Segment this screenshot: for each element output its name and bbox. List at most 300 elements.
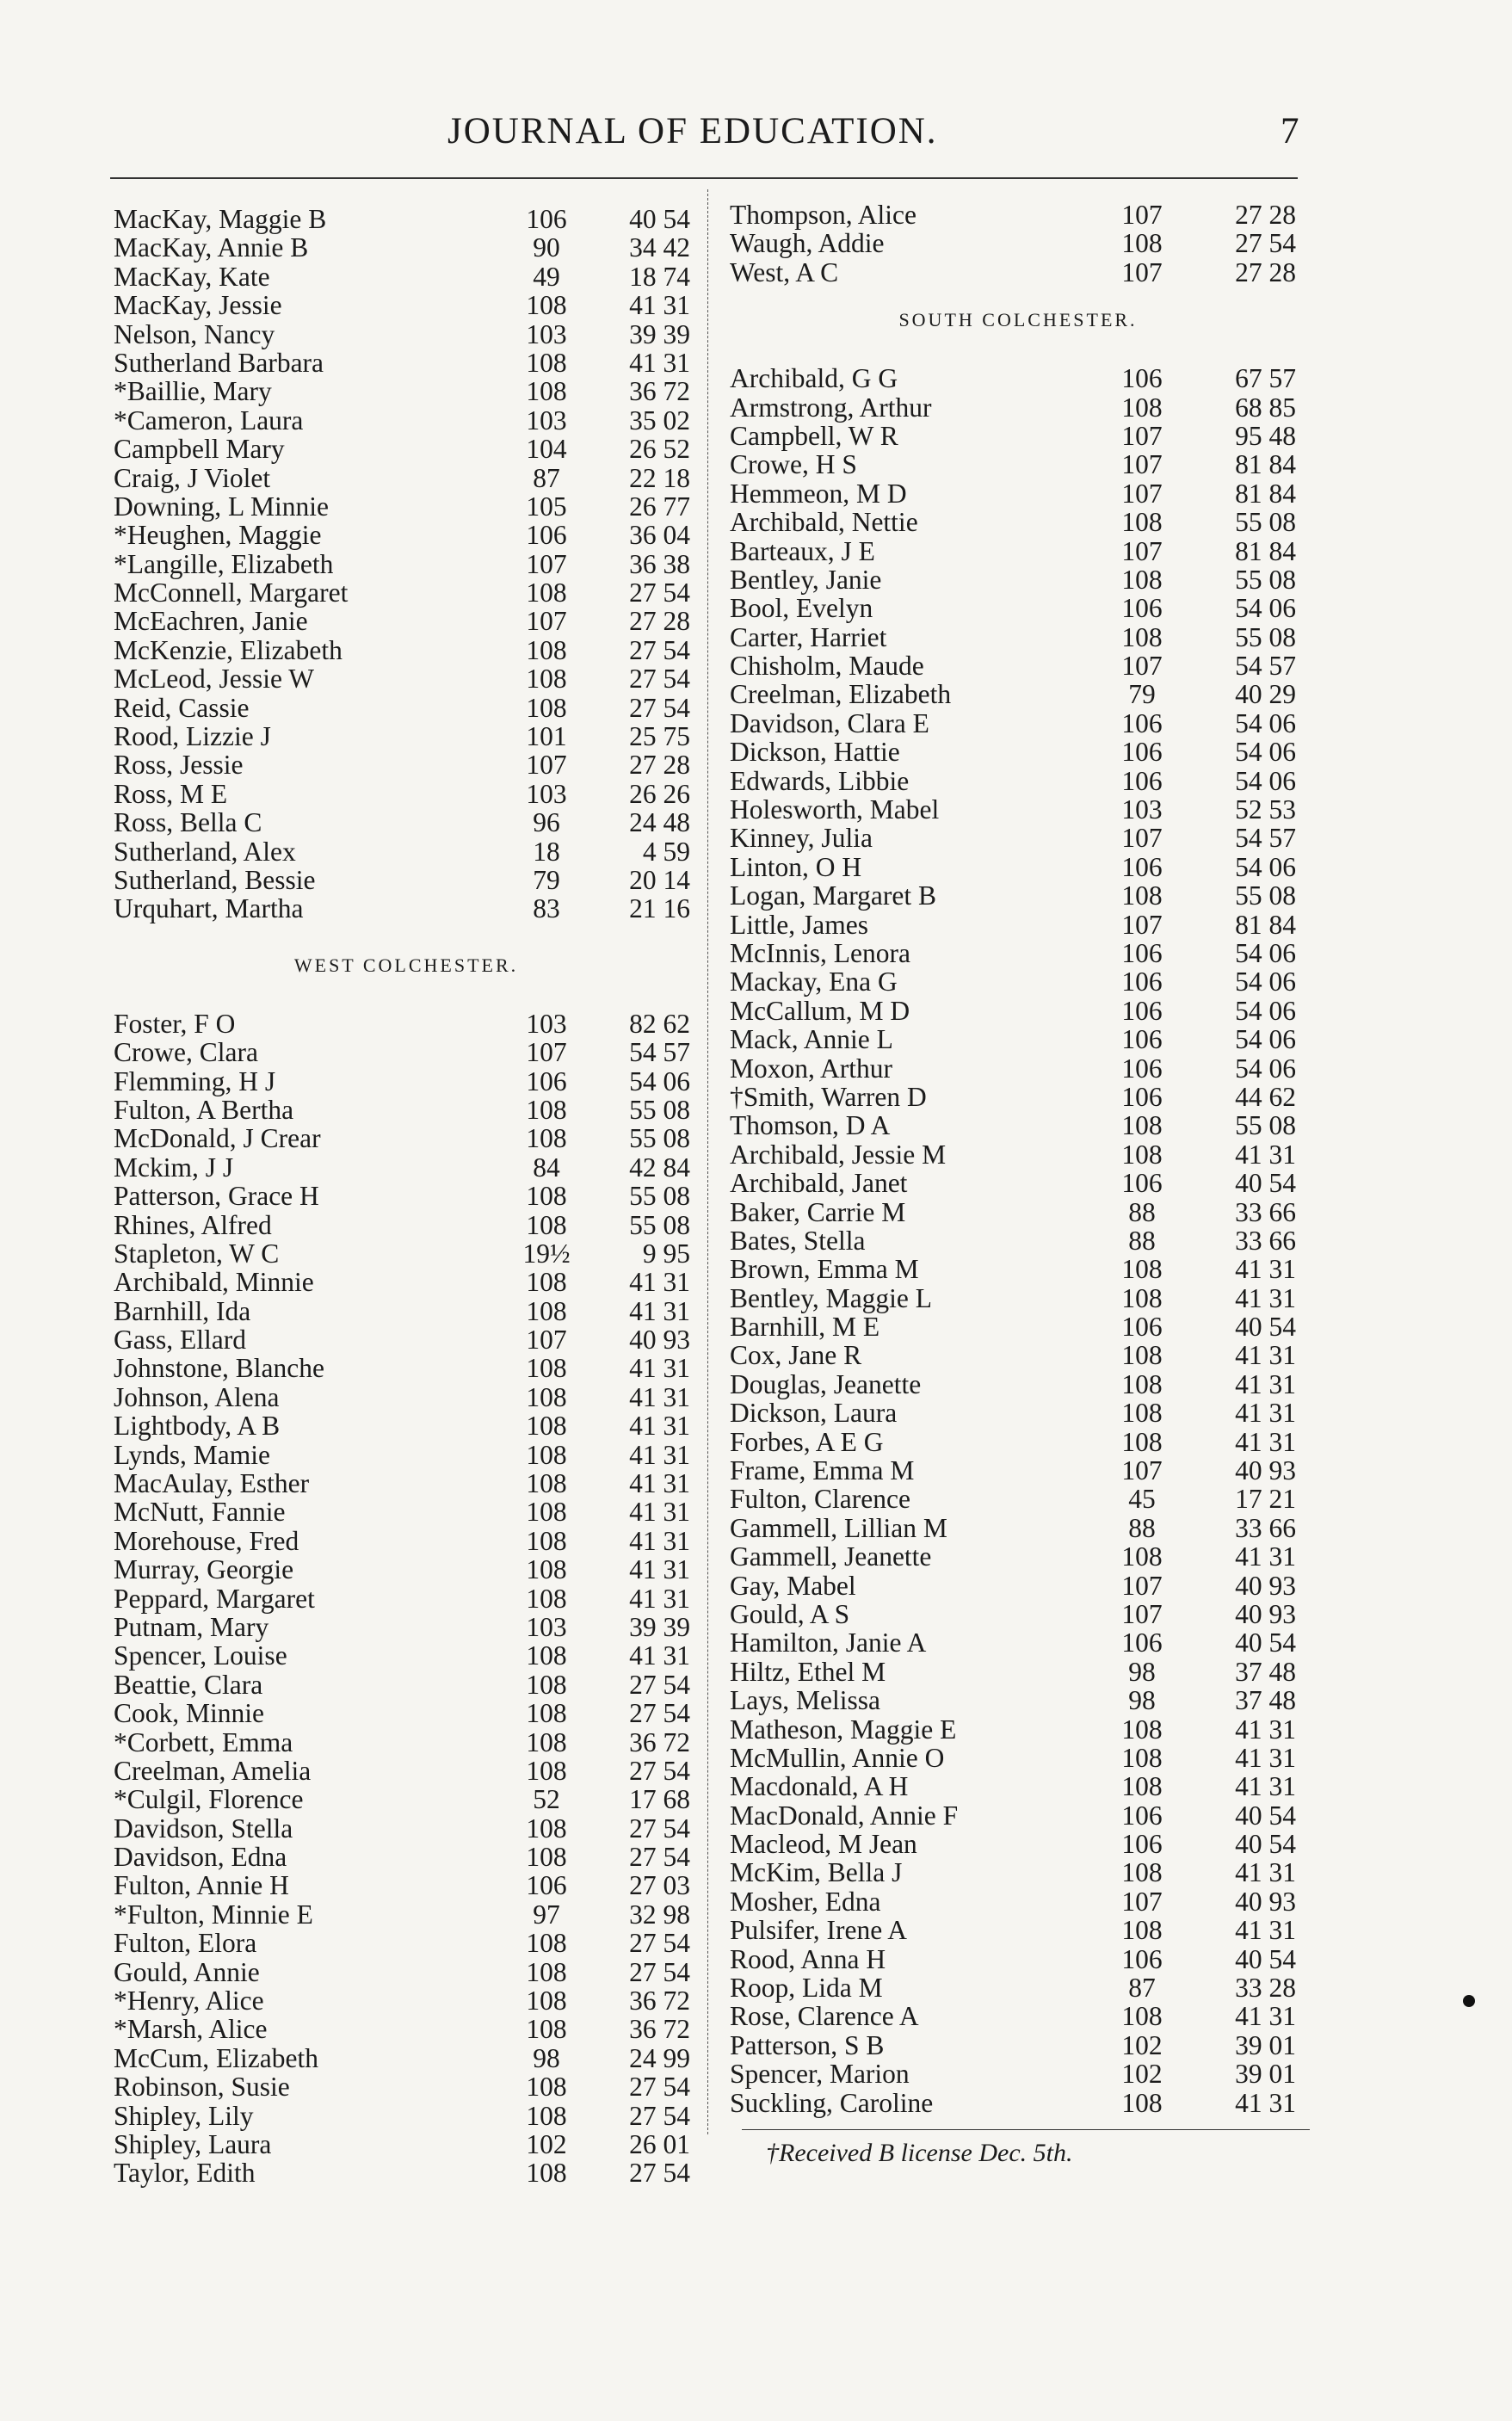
pupil-name: McInnis, Lenora — [730, 937, 910, 968]
days-attended: 107 — [1121, 200, 1163, 230]
table-row — [114, 2130, 699, 2159]
table-row — [730, 2060, 1306, 2088]
amount: 26 77 — [629, 491, 690, 522]
days-attended: 52 — [533, 1784, 560, 1815]
pupil-name: Rood, Anna H — [730, 1943, 886, 1974]
table-row — [114, 1699, 699, 1727]
amount: 26 01 — [629, 2129, 690, 2159]
amount: 17 68 — [629, 1784, 690, 1815]
pupil-name: Rood, Lizzie J — [114, 721, 271, 752]
days-attended: 108 — [526, 1123, 567, 1154]
pupil-name: Archibald, Nettie — [730, 507, 918, 538]
table-row — [114, 2159, 699, 2187]
amount: 41 31 — [1235, 1340, 1296, 1371]
days-attended: 98 — [533, 2042, 560, 2073]
amount: 41 31 — [629, 1295, 690, 1326]
days-attended: 108 — [526, 692, 567, 723]
days-attended: 108 — [1121, 1426, 1163, 1457]
pupil-name: Waugh, Addie — [730, 228, 885, 259]
days-attended: 102 — [1121, 2059, 1163, 2090]
amount: 41 31 — [1235, 1742, 1296, 1773]
table-row — [730, 1858, 1306, 1887]
amount: 95 48 — [1235, 420, 1296, 451]
table-row — [114, 1555, 699, 1584]
table-row — [730, 1140, 1306, 1169]
amount: 55 08 — [1235, 1110, 1296, 1141]
table-row — [730, 1083, 1306, 1111]
amount: 27 54 — [629, 634, 690, 665]
pupil-name: Logan, Margaret B — [730, 880, 936, 911]
amount: 40 93 — [1235, 1886, 1296, 1917]
amount: 55 08 — [1235, 880, 1296, 911]
days-attended: 108 — [1121, 1110, 1163, 1141]
pupil-name: Fulton, Annie H — [114, 1870, 289, 1901]
pupil-name: McKim, Bella J — [730, 1857, 903, 1888]
days-attended: 87 — [1128, 1973, 1156, 2004]
days-attended: 106 — [1121, 1627, 1163, 1658]
amount: 41 31 — [1235, 1857, 1296, 1888]
table-row — [114, 1297, 699, 1325]
section-heading-south — [730, 287, 1306, 364]
days-attended: 103 — [526, 405, 567, 435]
pupil-name: *Corbett, Emma — [114, 1726, 293, 1757]
table-row — [730, 1255, 1306, 1283]
pupil-name: Edwards, Libbie — [730, 765, 910, 796]
table-row — [730, 422, 1306, 450]
pupil-name: McMullin, Annie O — [730, 1742, 945, 1773]
amount: 33 66 — [1235, 1225, 1296, 1256]
pupil-name: McConnell, Margaret — [114, 577, 349, 608]
amount: 18 74 — [629, 261, 690, 292]
table-row — [114, 1067, 699, 1096]
days-attended: 97 — [533, 1899, 560, 1930]
days-attended: 108 — [526, 1554, 567, 1585]
table-row — [114, 1268, 699, 1296]
pupil-name: Bates, Stella — [730, 1225, 866, 1256]
amount: 40 93 — [1235, 1570, 1296, 1601]
days-attended: 108 — [526, 1842, 567, 1873]
amount: 54 06 — [1235, 737, 1296, 768]
table-row — [730, 450, 1306, 479]
footnote-rule — [742, 2129, 1310, 2130]
table-row — [114, 607, 699, 635]
pupil-name: Robinson, Susie — [114, 2072, 290, 2103]
pupil-name: Murray, Georgie — [114, 1554, 294, 1585]
amount: 54 06 — [1235, 765, 1296, 796]
pupil-name: *Marsh, Alice — [114, 2014, 268, 2045]
days-attended: 106 — [1121, 851, 1163, 882]
days-attended: 106 — [1121, 995, 1163, 1026]
table-row — [730, 1456, 1306, 1485]
days-attended: 107 — [526, 750, 567, 781]
amount: 41 31 — [629, 1411, 690, 1442]
amount: 40 54 — [1235, 1168, 1296, 1199]
days-attended: 107 — [1121, 256, 1163, 287]
pupil-name: Lynds, Mamie — [114, 1439, 270, 1470]
table-row — [114, 435, 699, 463]
pupil-name: Spencer, Marion — [730, 2059, 910, 2090]
pupil-name: Forbes, A E G — [730, 1426, 884, 1457]
table-row — [114, 1929, 699, 1957]
table-row — [114, 1871, 699, 1899]
pupil-name: Lightbody, A B — [114, 1411, 281, 1442]
pupil-name: Moxon, Arthur — [730, 1053, 892, 1084]
table-row — [114, 1239, 699, 1268]
days-attended: 107 — [1121, 449, 1163, 480]
pupil-name: MacKay, Kate — [114, 261, 270, 292]
table-row — [114, 492, 699, 521]
table-row — [114, 1498, 699, 1526]
days-attended: 107 — [1121, 651, 1163, 682]
pupil-name: Spencer, Louise — [114, 1640, 287, 1671]
pupil-name: *Fulton, Minnie E — [114, 1899, 313, 1930]
pupil-name: Mckim, J J — [114, 1152, 234, 1183]
amount: 35 02 — [629, 405, 690, 435]
table-row — [114, 1325, 699, 1354]
table-row — [730, 824, 1306, 852]
pupil-name: Linton, O H — [730, 851, 862, 882]
table-row — [730, 537, 1306, 565]
pupil-name: Fulton, Elora — [114, 1928, 257, 1959]
table-row — [114, 521, 699, 549]
pupil-name: *Henry, Alice — [114, 1986, 264, 2016]
amount: 39 01 — [1235, 2029, 1296, 2060]
amount: 41 31 — [1235, 1368, 1296, 1399]
days-attended: 108 — [526, 1353, 567, 1384]
amount: 41 31 — [1235, 1398, 1296, 1429]
amount: 39 39 — [629, 318, 690, 349]
table-row — [114, 894, 699, 923]
table-row — [114, 2072, 699, 2101]
amount: 22 18 — [629, 462, 690, 493]
pupil-name: McCallum, M D — [730, 995, 910, 1026]
pupil-name: Davidson, Clara E — [730, 707, 929, 738]
table-row — [730, 364, 1306, 392]
pupil-name: McCum, Elizabeth — [114, 2042, 318, 2073]
margin-dot — [1463, 1995, 1475, 2007]
pupil-name: Nelson, Nancy — [114, 318, 275, 349]
pupil-name: Patterson, Grace H — [114, 1181, 319, 1212]
table-row — [114, 320, 699, 349]
table-row — [730, 1887, 1306, 1916]
amount: 41 31 — [629, 1468, 690, 1499]
pupil-name: McEachren, Janie — [114, 606, 308, 637]
table-row — [114, 1757, 699, 1785]
table-row — [114, 2102, 699, 2130]
days-attended: 103 — [526, 318, 567, 349]
days-attended: 106 — [1121, 1829, 1163, 1860]
pupil-name: Shipley, Laura — [114, 2129, 272, 2159]
pupil-name: Patterson, S B — [730, 2029, 885, 2060]
pupil-name: Rhines, Alfred — [114, 1209, 272, 1240]
table-row — [730, 911, 1306, 939]
days-attended: 106 — [1121, 593, 1163, 624]
amount: 41 31 — [629, 1381, 690, 1412]
table-row — [114, 464, 699, 492]
amount: 41 31 — [1235, 1714, 1296, 1745]
table-row — [114, 1728, 699, 1757]
table-row — [730, 508, 1306, 536]
pupil-name: Cox, Jane R — [730, 1340, 862, 1371]
days-attended: 108 — [1121, 1714, 1163, 1745]
days-attended: 106 — [1121, 967, 1163, 997]
days-attended: 108 — [1121, 2001, 1163, 2032]
right-list-section-2 — [730, 364, 1306, 2117]
days-attended: 108 — [1121, 1398, 1163, 1429]
table-row — [114, 1153, 699, 1182]
table-row — [730, 594, 1306, 622]
days-attended: 108 — [526, 577, 567, 608]
amount: 81 84 — [1235, 478, 1296, 509]
amount: 55 08 — [1235, 621, 1296, 652]
table-row — [730, 1341, 1306, 1369]
days-attended: 108 — [526, 1468, 567, 1499]
amount: 41 31 — [1235, 1771, 1296, 1802]
table-row — [114, 750, 699, 779]
pupil-name: Sutherland Barbara — [114, 347, 324, 378]
days-attended: 106 — [1121, 1943, 1163, 1974]
days-attended: 98 — [1128, 1656, 1156, 1687]
amount: 54 06 — [1235, 593, 1296, 624]
pupil-name: Creelman, Amelia — [114, 1755, 312, 1786]
amount: 27 54 — [629, 2100, 690, 2131]
table-row — [114, 550, 699, 578]
table-row — [114, 780, 699, 808]
days-attended: 103 — [526, 778, 567, 809]
days-attended: 107 — [1121, 1570, 1163, 1601]
pupil-name: Dickson, Laura — [730, 1398, 898, 1429]
amount: 41 31 — [629, 1353, 690, 1384]
pupil-name: Archibald, Jessie M — [730, 1139, 947, 1170]
table-row — [730, 1830, 1306, 1858]
table-row — [114, 866, 699, 894]
left-column — [114, 205, 699, 2188]
amount: 36 38 — [629, 548, 690, 579]
days-attended: 107 — [1121, 1598, 1163, 1629]
days-attended: 108 — [526, 2014, 567, 2045]
amount: 40 54 — [1235, 1943, 1296, 1974]
amount: 27 54 — [629, 1842, 690, 1873]
days-attended: 108 — [526, 1525, 567, 1556]
table-row — [114, 1527, 699, 1555]
pupil-name: Thompson, Alice — [730, 200, 916, 230]
days-attended: 106 — [1121, 1081, 1163, 1112]
amount: 54 57 — [629, 1037, 690, 1068]
table-row — [114, 1383, 699, 1411]
table-row — [114, 1010, 699, 1038]
pupil-name: McLeod, Jessie W — [114, 664, 314, 695]
amount: 54 57 — [1235, 823, 1296, 854]
pupil-name: Macdonald, A H — [730, 1771, 909, 1802]
pupil-name: Creelman, Elizabeth — [730, 679, 952, 710]
amount: 41 31 — [629, 290, 690, 321]
table-row — [114, 1613, 699, 1641]
pupil-name: McKenzie, Elizabeth — [114, 634, 343, 665]
footnote: †Received B license Dec. 5th. — [766, 2139, 1073, 2167]
amount: 41 31 — [1235, 1282, 1296, 1313]
days-attended: 106 — [1121, 1312, 1163, 1343]
amount: 41 31 — [1235, 2087, 1296, 2118]
pupil-name: Campbell Mary — [114, 434, 285, 465]
amount: 55 08 — [629, 1181, 690, 1212]
days-attended: 79 — [533, 864, 560, 895]
days-attended: 106 — [1121, 937, 1163, 968]
amount: 36 72 — [629, 2014, 690, 2045]
table-row — [730, 1485, 1306, 1513]
pupil-name: Matheson, Maggie E — [730, 1714, 957, 1745]
amount: 52 53 — [1235, 794, 1296, 825]
pupil-name: MacAulay, Esther — [114, 1468, 310, 1499]
table-row — [114, 1958, 699, 1986]
pupil-name: Archibald, G G — [730, 363, 898, 394]
pupil-name: Reid, Cassie — [114, 692, 250, 723]
table-row — [730, 853, 1306, 881]
table-row — [730, 1686, 1306, 1714]
pupil-name: Craig, J Violet — [114, 462, 271, 493]
days-attended: 108 — [526, 376, 567, 407]
days-attended: 106 — [1121, 707, 1163, 738]
amount: 27 54 — [1235, 228, 1296, 259]
table-row — [730, 1226, 1306, 1255]
amount: 41 31 — [629, 1583, 690, 1614]
days-attended: 108 — [526, 2158, 567, 2189]
days-attended: 108 — [1121, 1915, 1163, 1946]
days-attended: 108 — [526, 1583, 567, 1614]
pupil-name: Armstrong, Arthur — [730, 392, 932, 423]
right-column — [730, 201, 1306, 2117]
amount: 41 31 — [629, 1439, 690, 1470]
pupil-name: Gay, Mabel — [730, 1570, 856, 1601]
amount: 33 66 — [1235, 1196, 1296, 1227]
amount: 55 08 — [629, 1123, 690, 1154]
pupil-name: Urquhart, Martha — [114, 893, 304, 924]
pupil-name: MacKay, Maggie B — [114, 204, 327, 234]
days-attended: 108 — [526, 1497, 567, 1528]
amount: 41 31 — [1235, 1254, 1296, 1285]
table-row — [730, 565, 1306, 594]
pupil-name: Thomson, D A — [730, 1110, 891, 1141]
pupil-name: Bentley, Maggie L — [730, 1282, 933, 1313]
table-row — [730, 1772, 1306, 1800]
table-row — [730, 479, 1306, 508]
table-row — [114, 722, 699, 750]
days-attended: 108 — [526, 2100, 567, 2131]
table-row — [114, 664, 699, 693]
days-attended: 108 — [1121, 507, 1163, 538]
table-row — [114, 1671, 699, 1699]
pupil-name: Beattie, Clara — [114, 1669, 263, 1700]
pupil-name: Johnstone, Blanche — [114, 1353, 324, 1384]
section-heading-west — [114, 923, 699, 1010]
south-colchester-heading: SOUTH COLCHESTER. — [898, 309, 1138, 331]
table-row — [730, 1312, 1306, 1341]
pupil-name: Bool, Evelyn — [730, 593, 873, 624]
amount: 27 54 — [629, 1669, 690, 1700]
table-row — [114, 1211, 699, 1239]
table-row — [114, 377, 699, 405]
pupil-name: Suckling, Caroline — [730, 2087, 934, 2118]
table-row — [730, 1198, 1306, 1226]
pupil-name: Mosher, Edna — [730, 1886, 881, 1917]
days-attended: 107 — [526, 1037, 567, 1068]
days-attended: 79 — [1128, 679, 1156, 710]
amount: 40 93 — [629, 1325, 690, 1356]
amount: 17 21 — [1235, 1484, 1296, 1515]
table-row — [730, 967, 1306, 996]
pupil-name: Pulsifer, Irene A — [730, 1915, 908, 1946]
amount: 26 26 — [629, 778, 690, 809]
amount: 41 31 — [1235, 1915, 1296, 1946]
days-attended: 106 — [526, 1065, 567, 1096]
table-row — [114, 1469, 699, 1498]
amount: 37 48 — [1235, 1685, 1296, 1716]
days-attended: 108 — [1121, 1254, 1163, 1285]
pupil-name: Ross, Jessie — [114, 750, 244, 781]
pupil-name: Gammell, Lillian M — [730, 1512, 947, 1543]
amount: 27 54 — [629, 577, 690, 608]
amount: 54 06 — [629, 1065, 690, 1096]
amount: 54 06 — [1235, 995, 1296, 1026]
table-row — [114, 1584, 699, 1613]
pupil-name: Archibald, Janet — [730, 1168, 908, 1199]
table-row — [730, 1600, 1306, 1628]
days-attended: 108 — [526, 634, 567, 665]
amount: 27 28 — [1235, 256, 1296, 287]
pupil-name: Sutherland, Alex — [114, 836, 296, 867]
amount: 37 48 — [1235, 1656, 1296, 1687]
table-row — [114, 262, 699, 291]
table-row — [730, 939, 1306, 967]
left-list-section-2 — [114, 1010, 699, 2188]
table-row — [730, 795, 1306, 824]
days-attended: 83 — [533, 893, 560, 924]
days-attended: 108 — [526, 1669, 567, 1700]
amount: 34 42 — [629, 232, 690, 263]
amount: 32 98 — [629, 1899, 690, 1930]
days-attended: 108 — [1121, 1742, 1163, 1773]
west-colchester-heading: WEST COLCHESTER. — [293, 954, 519, 976]
days-attended: 106 — [526, 204, 567, 234]
amount: 41 31 — [1235, 1541, 1296, 1572]
amount: 24 48 — [629, 807, 690, 838]
days-attended: 108 — [1121, 1139, 1163, 1170]
pupil-name: Shipley, Lily — [114, 2100, 254, 2131]
days-attended: 108 — [1121, 1857, 1163, 1888]
pupil-name: Brown, Emma M — [730, 1254, 919, 1285]
days-attended: 108 — [526, 1181, 567, 1212]
amount: 55 08 — [1235, 564, 1296, 595]
pupil-name: Gould, A S — [730, 1598, 850, 1629]
journal-title: JOURNAL OF EDUCATION. — [447, 111, 938, 151]
table-row — [114, 1814, 699, 1843]
table-row — [114, 205, 699, 233]
header-rule — [110, 177, 1298, 179]
pupil-name: Barteaux, J E — [730, 535, 875, 566]
amount: 27 54 — [629, 1755, 690, 1786]
days-attended: 103 — [1121, 794, 1163, 825]
days-attended: 108 — [526, 1986, 567, 2016]
table-row — [114, 1441, 699, 1469]
table-row — [114, 1354, 699, 1382]
days-attended: 90 — [533, 232, 560, 263]
pupil-name: Ross, Bella C — [114, 807, 262, 838]
pupil-name: Davidson, Edna — [114, 1842, 287, 1873]
pupil-name: Foster, F O — [114, 1008, 236, 1039]
days-attended: 106 — [526, 1870, 567, 1901]
table-row — [730, 1399, 1306, 1427]
pupil-name: *Cameron, Laura — [114, 405, 304, 435]
amount: 39 39 — [629, 1611, 690, 1642]
